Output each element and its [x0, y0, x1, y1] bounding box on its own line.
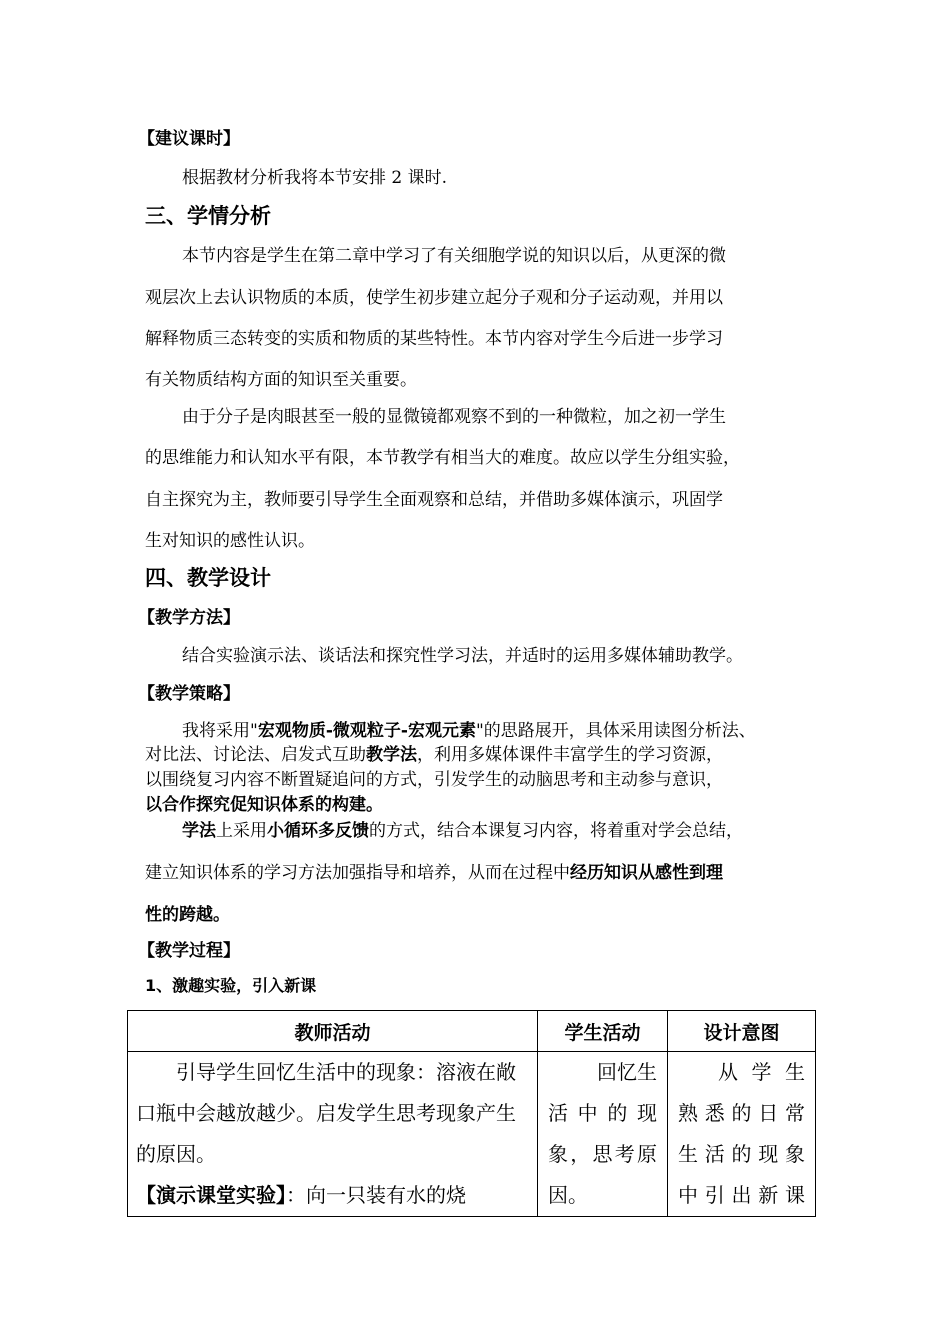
- heading-teaching-process: 【教学过程】: [138, 941, 240, 961]
- strategy-emphasis: 教学法: [366, 745, 417, 765]
- strategy-emphasis: 经历知识从感性到理: [570, 863, 723, 883]
- strategy-line-4: 以合作探究促知识体系的构建。: [145, 795, 383, 815]
- student-activity-line: 因。: [548, 1183, 588, 1207]
- paragraph-line: 本节内容是学生在第二章中学习了有关细胞学说的知识以后，从更深的微: [182, 246, 726, 266]
- suggested-hours-text: 根据教材分析我将本节安排 2 课时.: [182, 168, 448, 188]
- heading-teaching-design: 四、教学设计: [145, 566, 271, 590]
- paragraph-line: 的思维能力和认知水平有限，本节教学有相当大的难度。故应以学生分组实验，: [145, 448, 740, 468]
- student-activity-line: 活中的现: [548, 1101, 657, 1125]
- paragraph-line: 由于分子是肉眼甚至一般的显微镜都观察不到的一种微粒，加之初一学生: [182, 407, 726, 427]
- strategy-text: 上采用: [216, 821, 267, 841]
- study-method-line-3: 性的跨越。: [145, 905, 230, 925]
- strategy-emphasis: 小循环多反馈: [267, 821, 369, 841]
- strategy-line-2: [145, 740, 723, 765]
- demo-label: 【演示课堂实验】: [136, 1183, 286, 1207]
- strategy-emphasis: 学法: [182, 821, 216, 841]
- teaching-method-text: 结合实验演示法、谈话法和探究性学习法，并适时的运用多媒体辅助教学。: [182, 646, 743, 666]
- strategy-text: 对比法、讨论法、启发式互助: [145, 745, 366, 765]
- header-design-intent: 设计意图: [668, 1011, 816, 1052]
- lesson-table: [127, 1010, 816, 1217]
- strategy-text: 建立知识体系的学习方法加强指导和培养，从而在过程中: [145, 863, 570, 883]
- paragraph-line: 生对知识的感性认识。: [145, 531, 315, 551]
- table-header-row: [128, 1011, 816, 1052]
- cell-student-activity: [538, 1052, 668, 1217]
- study-method-line-1: [182, 816, 743, 841]
- strategy-line-1: [182, 716, 756, 741]
- teacher-activity-demo: [136, 1175, 529, 1216]
- step-1-title: 1、激趣实验，引入新课: [145, 976, 317, 995]
- heading-suggested-hours: 【建议课时】: [138, 129, 240, 149]
- cell-teacher-activity: [128, 1052, 538, 1217]
- cell-design-intent: [668, 1052, 816, 1217]
- design-intent-line: 中引出新课: [678, 1183, 805, 1207]
- table-row: [128, 1052, 816, 1217]
- strategy-text: ，利用多媒体课件丰富学生的学习资源，: [417, 745, 723, 765]
- header-teacher-activity: 教师活动: [128, 1011, 538, 1052]
- study-method-line-2: [145, 858, 723, 883]
- paragraph-line: 解释物质三态转变的实质和物质的某些特性。本节内容对学生今后进一步学习: [145, 329, 723, 349]
- student-activity-line: 回忆生: [597, 1060, 657, 1084]
- demo-text: ：向一只装有水的烧: [286, 1183, 466, 1207]
- paragraph-line: 观层次上去认识物质的本质，使学生初步建立起分子观和分子运动观，并用以: [145, 288, 723, 308]
- design-intent-line: 生活的现象: [678, 1142, 805, 1166]
- design-intent-line: 从学生: [718, 1060, 805, 1084]
- paragraph-line: 有关物质结构方面的知识至关重要。: [145, 370, 417, 390]
- header-student-activity: 学生活动: [538, 1011, 668, 1052]
- strategy-line-3: 以围绕复习内容不断置疑追问的方式，引发学生的动脑思考和主动参与意识，: [145, 770, 723, 790]
- teacher-activity-text: 引导学生回忆生活中的现象：溶液在敞口瓶中会越放越少。启发学生思考现象产生的原因。: [136, 1060, 516, 1166]
- paragraph-line: 自主探究为主，教师要引导学生全面观察和总结，并借助多媒体演示，巩固学: [145, 490, 723, 510]
- student-activity-line: 象，思考原: [548, 1142, 657, 1166]
- strategy-text: 的方式，结合本课复习内容，将着重对学会总结，: [369, 821, 743, 841]
- heading-teaching-strategy: 【教学策略】: [138, 684, 240, 704]
- strategy-emphasis: 宏观物质-微观粒子-宏观元素: [257, 721, 476, 741]
- design-intent-line: 熟悉的日常: [678, 1101, 805, 1125]
- strategy-text: "的思路展开，具体采用读图分析法、: [475, 721, 756, 741]
- strategy-text: 我将采用": [182, 721, 258, 741]
- heading-teaching-method: 【教学方法】: [138, 608, 240, 628]
- heading-learner-analysis: 三、学情分析: [145, 204, 271, 228]
